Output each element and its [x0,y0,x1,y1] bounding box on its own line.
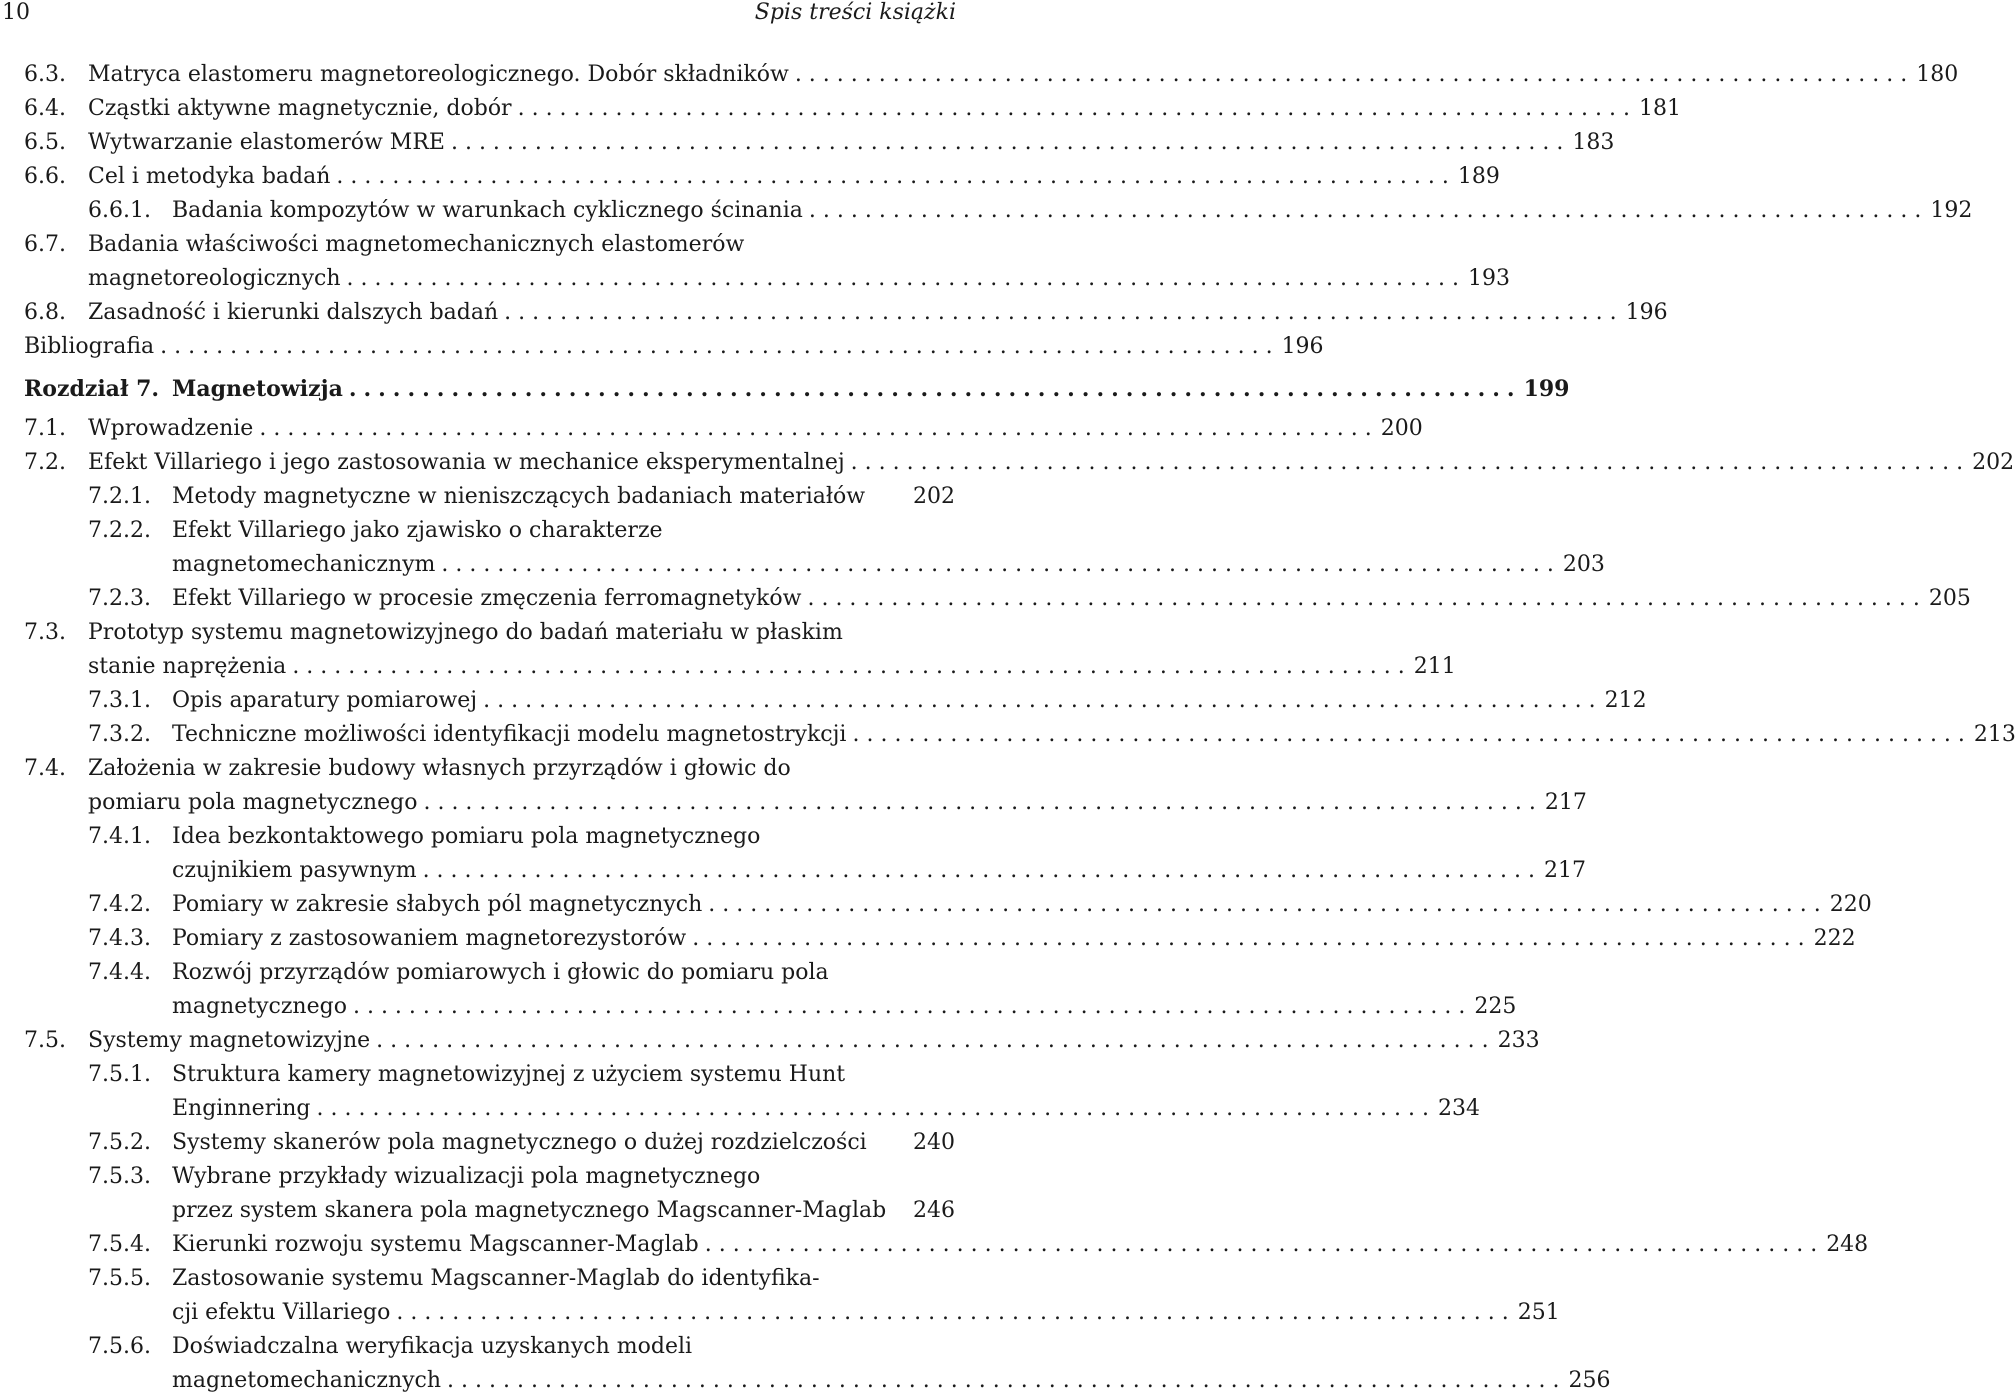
toc-line [24,296,1668,330]
dot-leader: ................................................................................ [423,790,1543,815]
toc-line [24,1194,955,1228]
toc-entry-number: 6.5. [24,130,66,155]
toc-entry-number: 7.2.3. [88,586,151,611]
toc-page-number: 211 [1413,654,1456,679]
toc-entry-title: Efekt Villariego i jego zastosowania w mechanice eksperymentalnej [88,450,845,475]
toc-entry-title: Enginnering [172,1096,311,1121]
toc-entry-title: Opis aparatury pomiarowej [172,688,478,713]
toc-line [24,92,1682,126]
toc-page-number: 189 [1457,164,1500,189]
toc-page-number: 256 [1568,1368,1611,1393]
toc-entry-title: Założenia w zakresie budowy własnych przyrządów i głowic do [88,756,791,781]
dot-leader: ................................................................................ [807,586,1927,611]
toc-line [24,1092,1480,1126]
toc-page-number: 199 [1523,376,1570,402]
toc-page-number: 220 [1829,892,1872,917]
dot-leader: ................................................................................ [348,376,1522,402]
toc-entry-number: 7.4.2. [88,892,151,917]
toc-page-number: 183 [1572,130,1615,155]
toc-line [24,330,1324,364]
dot-leader: ................................................................................ [336,164,1456,189]
toc-page-number: 200 [1380,416,1423,441]
toc-entry-number: 7.4.3. [88,926,151,951]
toc-page-number: 192 [1930,198,1973,223]
toc-entry-number: 7.2.1. [88,484,151,509]
toc-entry-title: Wprowadzenie [88,416,254,441]
toc-entry-title: magnetoreologicznych [88,266,341,291]
toc-page-number: 196 [1625,300,1668,325]
toc-entry-title: Idea bezkontaktowego pomiaru pola magnetycznego [172,824,761,849]
dot-leader: ................................................................................ [517,96,1638,121]
toc-page-number: 234 [1437,1096,1480,1121]
dot-leader: ................................................................................ [352,994,1473,1019]
toc-line [24,1262,955,1296]
toc-entry-number: 7.5.6. [88,1334,151,1359]
toc-entry-title: Struktura kamery magnetowizyjnej z użyciem systemu Hunt [172,1062,846,1087]
toc-line [24,650,1456,684]
toc-line [24,1024,1540,1058]
toc-entry-title: przez system skanera pola magnetycznego Magscanner-Maglab [172,1198,887,1223]
dot-leader: ................................................................................ [850,450,1971,475]
toc-line [24,718,2016,752]
toc-entry-title: magnetomechanicznym [172,552,436,577]
toc-line [24,228,955,262]
toc-entry-title: Zasadność i kierunki dalszych badań [88,300,499,325]
table-of-contents [24,58,2016,1398]
toc-entry-number: Rozdział 7. [24,376,160,402]
toc-entry-number: 7.5.2. [88,1130,151,1155]
toc-entry-title: Techniczne możliwości identyfikacji modelu magnetostrykcji [172,722,847,747]
toc-line [24,1364,1611,1398]
toc-entry-number: 7.1. [24,416,66,441]
toc-entry-title: Matryca elastomeru magnetoreologicznego. Dobór składników [88,62,789,87]
toc-line [24,1296,1560,1330]
toc-line [24,616,955,650]
toc-line [24,922,1856,956]
toc-page-number: 233 [1497,1028,1540,1053]
dot-leader: ................................................................................ [808,198,1929,223]
toc-entry-title: Metody magnetyczne w nieniszczących badaniach materiałów [172,484,866,509]
toc-entry-number: 7.3.1. [88,688,151,713]
dot-leader: ................................................................................ [316,1096,1436,1121]
toc-entry-number: 7.4.4. [88,960,151,985]
dot-leader: ................................................................................ [852,722,1972,747]
dot-leader: ................................................................................ [292,654,1412,679]
toc-entry-title: Doświadczalna weryfikacja uzyskanych modeli [172,1334,693,1359]
toc-entry-title: stanie naprężenia [88,654,287,679]
toc-entry-number: 7.5.4. [88,1232,151,1257]
dot-leader: ................................................................................ [160,334,1280,359]
toc-entry-number: 6.4. [24,96,66,121]
toc-line [24,160,1500,194]
dot-leader: ................................................................................ [396,1300,1516,1325]
toc-line [24,412,1423,446]
toc-page-number: 202 [1972,450,2015,475]
toc-entry-title: Cząstki aktywne magnetycznie, dobór [88,96,512,121]
dot-leader: ................................................................................ [483,688,1603,713]
toc-entry-title: pomiaru pola magnetycznego [88,790,418,815]
dot-leader: ................................................................................ [346,266,1466,291]
toc-page-number: 240 [913,1130,955,1155]
toc-line [24,1228,1869,1262]
toc-line [24,58,1959,92]
toc-page-number: 222 [1813,926,1856,951]
toc-entry-title: Magnetowizja [172,376,343,402]
toc-entry-title: Systemy skanerów pola magnetycznego o dużej rozdzielczości [172,1130,867,1155]
dot-leader: ................................................................................ [504,300,1624,325]
toc-line [24,446,2015,480]
toc-entry-title: Kierunki rozwoju systemu Magscanner-Maglab [172,1232,699,1257]
toc-line [24,548,1605,582]
page-header [0,0,960,30]
toc-entry-number: 6.3. [24,62,66,87]
toc-page-number: 251 [1517,1300,1560,1325]
running-title: Spis treści książki [754,0,956,25]
toc-line [24,752,955,786]
toc-entry-title: Systemy magnetowizyjne [88,1028,371,1053]
toc-entry-title: Bibliografia [24,334,155,359]
dot-leader: ................................................................................ [708,892,1828,917]
toc-line [24,990,1517,1024]
dot-leader: ................................................................................ [422,858,1543,883]
toc-line [24,480,955,514]
toc-entry-title: Pomiary z zastosowaniem magnetorezystorów [172,926,687,951]
toc-entry-number: 6.7. [24,232,66,257]
toc-entry-number: 6.8. [24,300,66,325]
toc-page-number: 248 [1826,1232,1869,1257]
toc-entry-number: 7.4. [24,756,66,781]
toc-entry-number: 7.5.5. [88,1266,151,1291]
toc-line [24,514,955,548]
dot-leader: ................................................................................ [450,130,1571,155]
toc-page-number: 225 [1474,994,1517,1019]
toc-line [24,956,955,990]
toc-page-number: 217 [1544,858,1587,883]
toc-line [24,194,1973,228]
toc-line [24,786,1587,820]
dot-leader: ................................................................................ [794,62,1915,87]
toc-entry-number: 6.6. [24,164,66,189]
toc-entry-title: czujnikiem pasywnym [172,858,417,883]
toc-entry-number: 7.2. [24,450,66,475]
dot-leader: ................................................................................ [376,1028,1496,1053]
toc-entry-number: 6.6.1. [88,198,151,223]
toc-entry-title: Wybrane przykłady wizualizacji pola magnetycznego [172,1164,761,1189]
page-number: 10 [2,0,30,25]
toc-entry-number: 7.3. [24,620,66,645]
toc-page-number: 193 [1467,266,1510,291]
toc-page-number: 212 [1604,688,1647,713]
dot-leader: ................................................................................ [447,1368,1567,1393]
toc-entry-number: 7.4.1. [88,824,151,849]
toc-entry-title: Zastosowanie systemu Magscanner-Maglab do identyfika- [172,1266,820,1291]
dot-leader: ................................................................................ [704,1232,1825,1257]
toc-entry-title: magnetomechanicznych [172,1368,442,1393]
toc-entry-title: Badania właściwości magnetomechanicznych elastomerów [88,232,745,257]
toc-page-number: 180 [1916,62,1959,87]
toc-page-number: 205 [1928,586,1971,611]
toc-line [24,684,1647,718]
dot-leader: ................................................................................ [259,416,1379,441]
toc-line [24,1126,955,1160]
toc-entry-title: Efekt Villariego jako zjawisko o charakterze [172,518,663,543]
toc-entry-title: Prototyp systemu magnetowizyjnego do badań materiału w płaskim [88,620,843,645]
toc-page-number: 217 [1544,790,1587,815]
toc-line [24,1058,955,1092]
toc-line [24,126,1615,160]
toc-line [24,820,955,854]
toc-page-number: 203 [1562,552,1605,577]
dot-leader: ................................................................................ [692,926,1812,951]
toc-entry-title: magnetycznego [172,994,347,1019]
toc-line [24,888,1872,922]
toc-line [24,372,1570,406]
toc-page-number: 196 [1281,334,1324,359]
toc-entry-title: Badania kompozytów w warunkach cyklicznego ścinania [172,198,803,223]
toc-page-number: 213 [1973,722,2016,747]
toc-page-number: 202 [913,484,955,509]
toc-entry-title: Rozwój przyrządów pomiarowych i głowic do pomiaru pola [172,960,829,985]
toc-line [24,854,1587,888]
toc-entry-title: Wytwarzanie elastomerów MRE [88,130,445,155]
toc-line [24,262,1510,296]
toc-line [24,1330,955,1364]
toc-page-number: 246 [913,1198,955,1223]
toc-entry-title: Pomiary w zakresie słabych pól magnetycznych [172,892,703,917]
toc-entry-title: cji efektu Villariego [172,1300,391,1325]
toc-entry-number: 7.5.3. [88,1164,151,1189]
toc-entry-title: Efekt Villariego w procesie zmęczenia ferromagnetyków [172,586,802,611]
toc-page-number: 181 [1639,96,1682,121]
toc-line [24,1160,955,1194]
toc-entry-title: Cel i metodyka badań [88,164,331,189]
dot-leader: ................................................................................ [441,552,1561,577]
toc-entry-number: 7.2.2. [88,518,151,543]
toc-entry-number: 7.5.1. [88,1062,151,1087]
toc-entry-number: 7.5. [24,1028,66,1053]
toc-entry-number: 7.3.2. [88,722,151,747]
toc-line [24,582,1971,616]
